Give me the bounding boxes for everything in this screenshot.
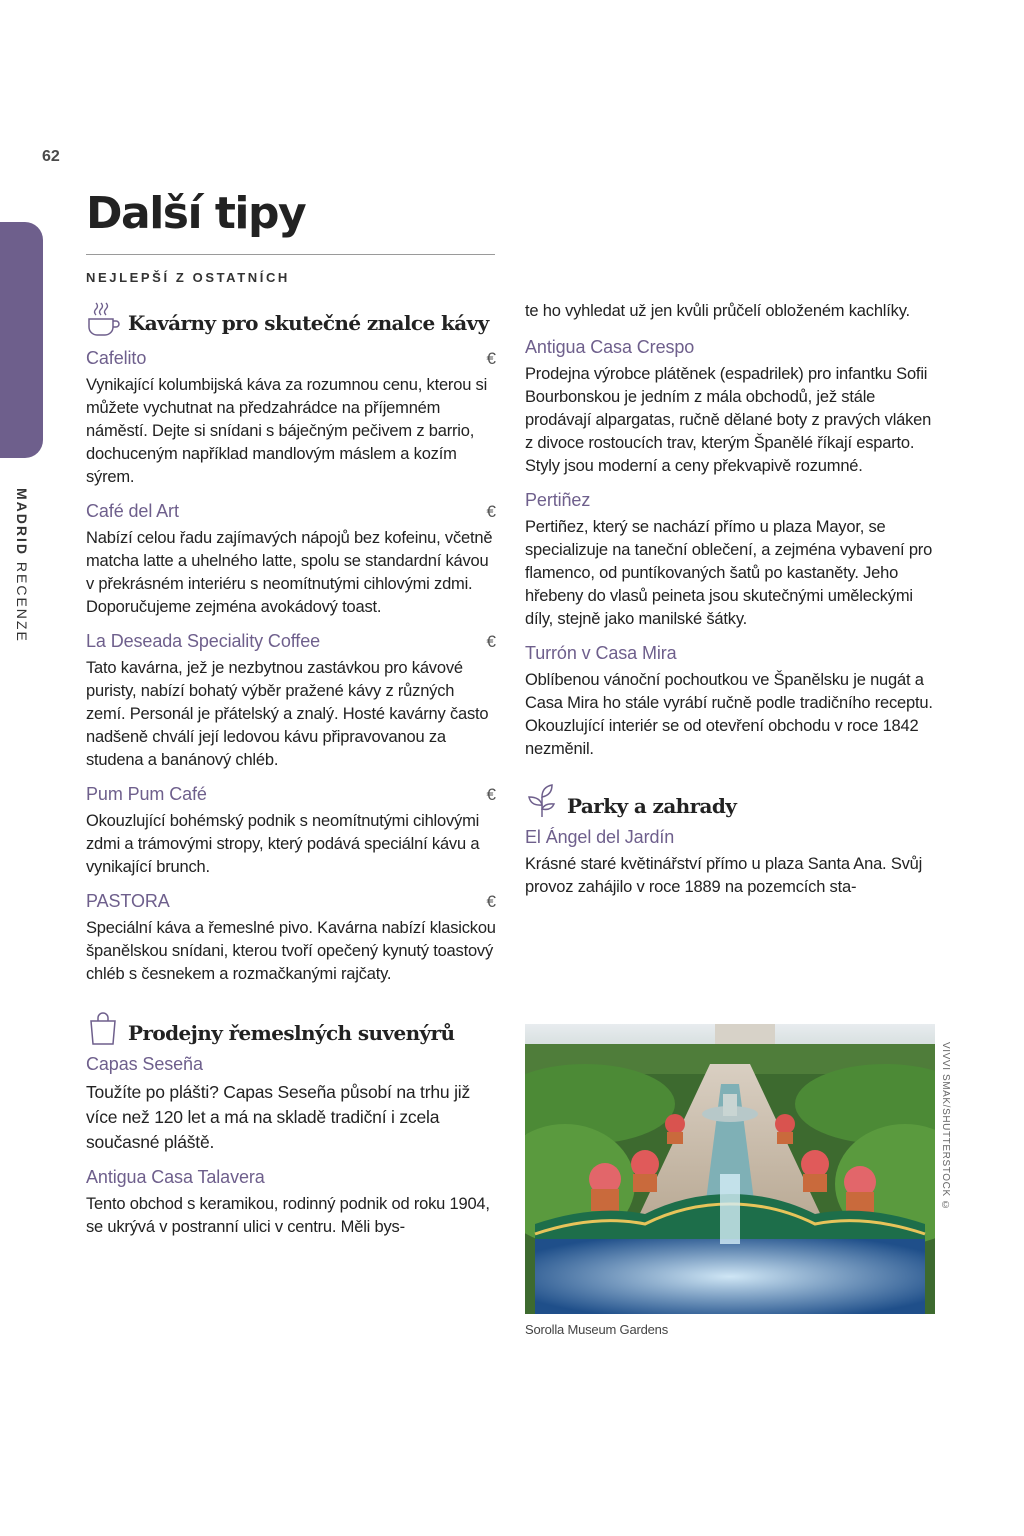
list-item	[86, 499, 496, 619]
plant-sprout-icon	[525, 783, 559, 819]
entry-name: Pertiñez	[525, 490, 591, 510]
price-badge: €	[486, 785, 496, 804]
list-item	[86, 346, 496, 489]
list-item	[86, 782, 496, 879]
entry-description: Krásné staré květinářství přímo u plaza Santa Ana. Svůj provoz zahájilo v roce 1889 na pozemcích sta-	[525, 855, 923, 896]
entry-description: Pertiñez, který se nachází přímo u plaza Mayor, se specializuje na taneční oblečení, a zejména vybavení pro flamenco, od puntíkovaných šatů po kastaněty. Jeho hřebeny do vlasů peineta jsou skutečnými uměleckými díly, stejně jako manilské šátky.	[525, 518, 933, 628]
section-kicker: NEJLEPŠÍ Z OSTATNÍCH	[86, 270, 290, 285]
crafts-section-header	[86, 1010, 496, 1046]
price-badge: €	[486, 502, 496, 521]
list-item	[525, 641, 935, 761]
price-badge: €	[486, 632, 496, 651]
entry-name: El Ángel del Jardín	[525, 827, 675, 847]
entry-name: La Deseada Speciality Coffee	[86, 631, 321, 651]
entry-description: Speciální káva a řemeslné pivo. Kavárna nabízí klasickou španělskou snídani, kterou tvoří opečený kynutý toastový chléb s česnekem a rozmačkanými rajčaty.	[86, 919, 496, 983]
entry-description: Vynikající kolumbijská káva za rozumnou cenu, kterou si můžete vychutnat na předzahrádce na příjemném náměstí. Dejte si snídani s báječným pečivem z barrio, dochuceným například mandlovým máslem a kozím sýrem.	[86, 376, 488, 486]
side-city: MADRID	[14, 488, 30, 556]
entry-name: PASTORA	[86, 891, 170, 911]
parks-section-header	[525, 783, 935, 819]
garden-photo	[525, 1024, 935, 1314]
entry-description: Oblíbenou vánoční pochoutkou ve Španělsku je nugát a Casa Mira ho stále vyrábí ručně podle tradičního receptu. Okouzlující interiér se od otevření obchodu v roce 1842 nezměnil.	[525, 671, 933, 758]
list-item	[86, 889, 496, 986]
list-item	[525, 488, 935, 631]
left-column	[86, 300, 496, 1239]
parks-heading: Parky a zahrady	[567, 794, 737, 818]
crafts-heading: Prodejny řemeslných suvenýrů	[128, 1021, 455, 1045]
right-column	[525, 300, 935, 899]
entry-name: Antigua Casa Talavera	[86, 1167, 265, 1187]
cafes-section-header	[86, 300, 496, 336]
entry-name: Capas Seseña	[86, 1054, 203, 1074]
list-item	[86, 629, 496, 772]
list-item	[86, 1165, 496, 1239]
entry-description: Nabízí celou řadu zajímavých nápojů bez kofeinu, včetně matcha latte a uhelného latte, spolu se standardní kávou v překrásném interiéru s neomítnutými cihlovými zdmi. Doporučujeme zejména avokádový toast.	[86, 529, 493, 616]
cafes-heading: Kavárny pro skutečné znalce kávy	[128, 311, 489, 335]
list-item	[86, 1052, 496, 1155]
garden-photo-illustration	[525, 1024, 935, 1314]
entry-description: Okouzlující bohémský podnik s neomítnutými cihlovými zdmi a trámovými stropy, který podává speciální kávu a vynikající brunch.	[86, 812, 480, 876]
entry-description: Tato kavárna, jež je nezbytnou zastávkou pro kávové puristy, nabízí bohatý výběr pražené kávy z různých zemí. Personál je přátelský a znalý. Hosté kavárny často nadšeně chválí její ledovou kávu připravovanou za studena a banánový chléb.	[86, 659, 489, 769]
title-divider	[86, 254, 495, 255]
page-number: 62	[42, 148, 60, 165]
entry-description: Prodejna výrobce plátěnek (espadrilek) pro infantku Sofii Bourbonskou je jedním z mála obchodů, jež stále prodávají alpargatas, ručně dělané boty z pravých vláken z divoce rostoucích trav, kterým Španělé říkají esparto. Styly jsou moderní a ceny překvapivě rozumné.	[525, 365, 932, 475]
entry-name: Turrón v Casa Mira	[525, 643, 677, 663]
price-badge: €	[486, 892, 496, 911]
list-item	[525, 335, 935, 478]
photo-credit: VIVVI SMAK/SHUTTERSTOCK ©	[940, 1042, 951, 1212]
page-title: Další tipy	[86, 188, 306, 239]
entry-description: Tento obchod s keramikou, rodinný podnik od roku 1904, se ukrývá v postranní ulici v centru. Měli bys-	[86, 1195, 490, 1236]
continued-text: te ho vyhledat už jen kvůli průčelí obloženém kachlíky.	[525, 302, 910, 320]
side-section: RECENZE	[14, 556, 30, 643]
entry-name: Pum Pum Café	[86, 784, 207, 804]
chapter-side-label	[14, 488, 30, 643]
photo-caption: Sorolla Museum Gardens	[525, 1322, 668, 1337]
entry-name: Antigua Casa Crespo	[525, 337, 695, 357]
entry-description: Toužíte po plášti? Capas Seseña působí na trhu již více než 120 let a má na skladě tradiční i zcela současné pláště.	[86, 1082, 470, 1152]
price-badge: €	[486, 349, 496, 368]
entry-name: Cafelito	[86, 348, 147, 368]
entry-name: Café del Art	[86, 501, 179, 521]
list-item	[525, 825, 935, 899]
chapter-tab	[0, 222, 43, 458]
coffee-cup-icon	[86, 300, 120, 336]
shopping-bag-icon	[86, 1010, 120, 1046]
